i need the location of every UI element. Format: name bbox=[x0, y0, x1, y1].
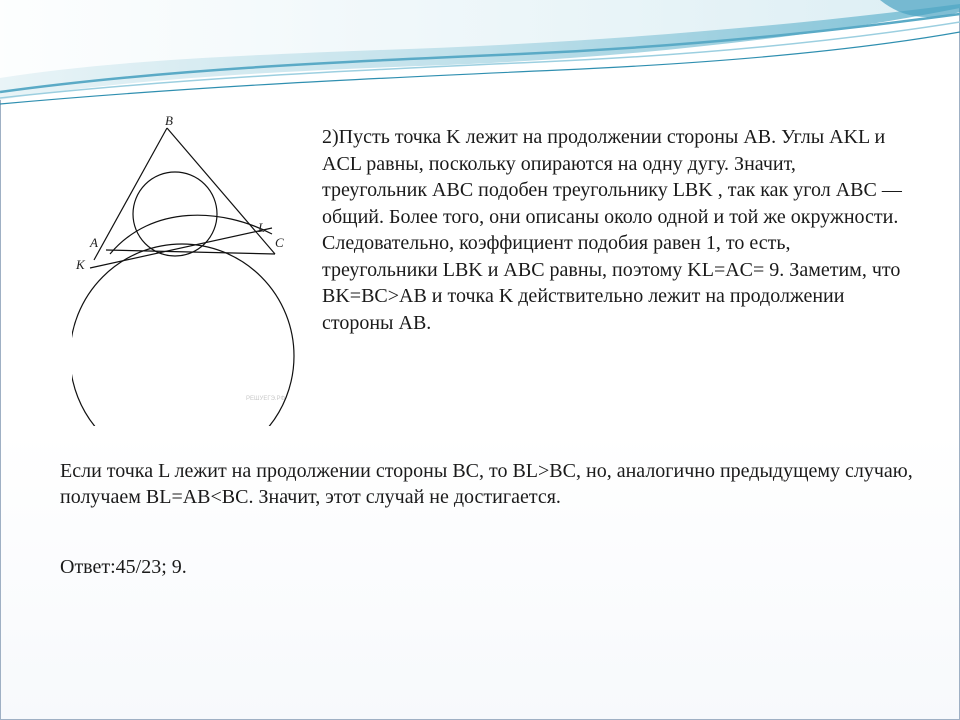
label-l: L bbox=[258, 220, 266, 235]
solution-paragraph-2: Если точка L лежит на продолжении стороны BC, то BL>BC, но, аналогично предыдущему случаю, получаем BL=AB<BC. Значит, этот случай не достигается. bbox=[60, 460, 913, 508]
watermark: РЕШУЕГЭ.РФ bbox=[246, 396, 286, 402]
answer-line: Ответ:45/23; 9. bbox=[60, 556, 187, 578]
side-ab bbox=[94, 128, 167, 260]
label-a: A bbox=[90, 235, 98, 250]
side-bc bbox=[167, 128, 275, 254]
arc-akl bbox=[110, 215, 272, 254]
decorative-wave-banner bbox=[0, 0, 960, 120]
label-b: B bbox=[165, 113, 173, 128]
label-c: C bbox=[275, 235, 284, 250]
segment-kl bbox=[90, 228, 272, 268]
geometry-figure bbox=[72, 108, 304, 426]
solution-paragraph-1: 2)Пусть точка K лежит на продолжении стороны AB. Углы AKL и ACL равны, поскольку опираются на одну дугу. Значит, треугольник ABC подобен треугольнику LBK , так как угол ABC — общий. Более того, они описаны около одной и той же окружности. Следовательно, коэффициент подобия равен 1, то есть, треугольники LBK и ABC равны, поэтому KL=AC= 9. Заметим, что BK=BC>AB и точка K действительно лежит на продолжении стороны AB. bbox=[322, 126, 902, 334]
label-k: K bbox=[76, 257, 85, 272]
